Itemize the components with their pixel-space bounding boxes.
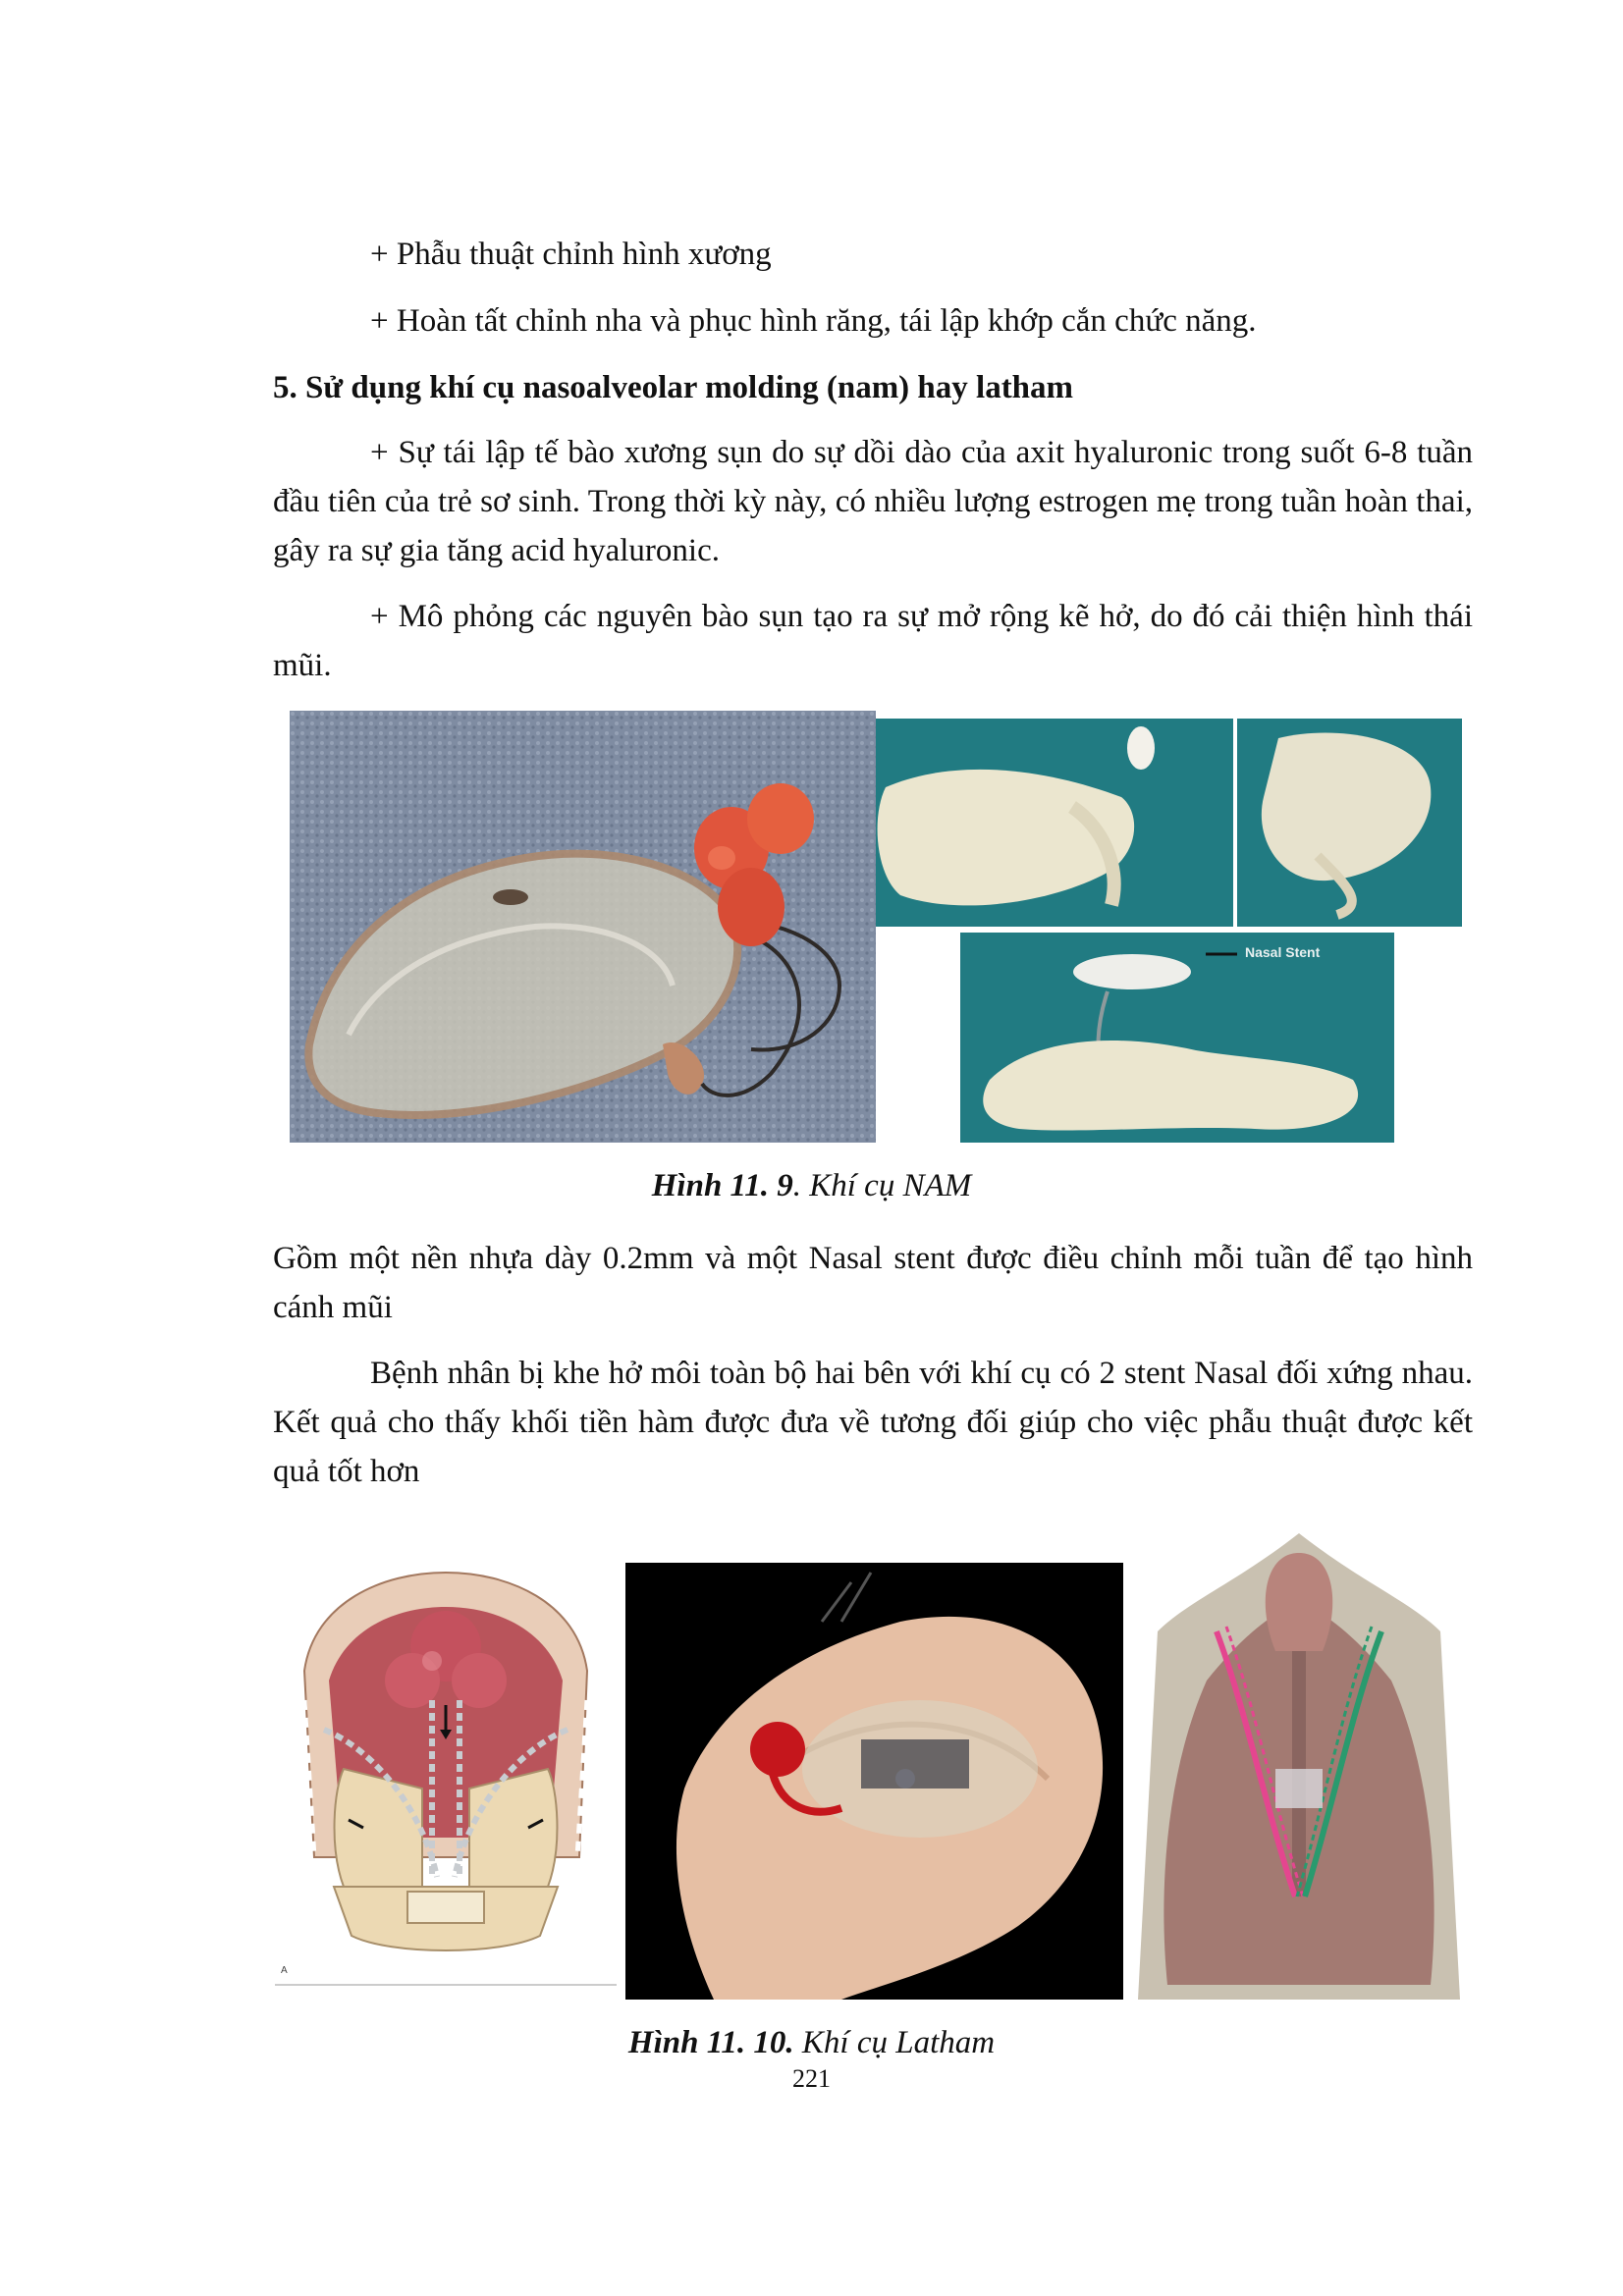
bullet-hyaluronic: + Sự tái lập tế bào xương sụn do sự dồi dào của axit hyaluronic trong suốt 6-8 tuần đầu tiên của trẻ sơ sinh. Trong thời kỳ này, có nhiều lượng estrogen mẹ trong tuần hoàn thai, gây ra sự gia tăng acid hyaluronic. (273, 435, 1473, 568)
figure-9-caption-text: . Khí cụ NAM (792, 1168, 972, 1203)
bullet-orthodontics: + Hoàn tất chỉnh nha và phục hình răng, tái lập khớp cắn chức năng. (370, 303, 1257, 339)
figure-latham-photo-hand (625, 1563, 1123, 2000)
section-heading: 5. Sử dụng khí cụ nasoalveolar molding (nam) hay latham (273, 370, 1074, 405)
panel-label-a: A (281, 1965, 288, 1976)
paragraph-bilateral-cleft: Bệnh nhân bị khe hở môi toàn bộ hai bên với khí cụ có 2 stent Nasal đối xứng nhau. Kết quả cho thấy khối tiền hàm được đưa về tương đối giúp cho việc phẫu thuật được kết quả tốt hơn (273, 1356, 1473, 1489)
figure-nam-appliance-photo-top (876, 719, 1462, 927)
page-number: 221 (792, 2064, 831, 2093)
figure-latham-photo-cast (1128, 1514, 1470, 2000)
paragraph-nam-description: Gồm một nền nhựa dày 0.2mm và một Nasal stent được điều chỉnh mỗi tuần để tạo hình cánh mũi (273, 1241, 1473, 1325)
figure-10-caption-text: Khí cụ Latham (793, 2025, 996, 2060)
figure-10-caption (0, 2025, 1623, 2061)
figure-nam-appliance-photo-left (290, 711, 876, 1143)
figure-9-caption-number: Hình 11. 9 (651, 1168, 793, 1203)
figure-10-caption-number: Hình 11. 10. (627, 2025, 794, 2060)
bullet-bone-surgery: + Phẫu thuật chỉnh hình xương (370, 237, 772, 272)
figure-nam-nasal-stent-photo (960, 933, 1394, 1143)
nasal-stent-label: Nasal Stent (1245, 944, 1321, 960)
figure-9-caption (0, 1168, 1623, 1204)
figure-latham-illustration (275, 1563, 617, 1991)
bullet-simulation: + Mô phỏng các nguyên bào sụn tạo ra sự mở rộng kẽ hở, do đó cải thiện hình thái mũi. (273, 599, 1473, 683)
